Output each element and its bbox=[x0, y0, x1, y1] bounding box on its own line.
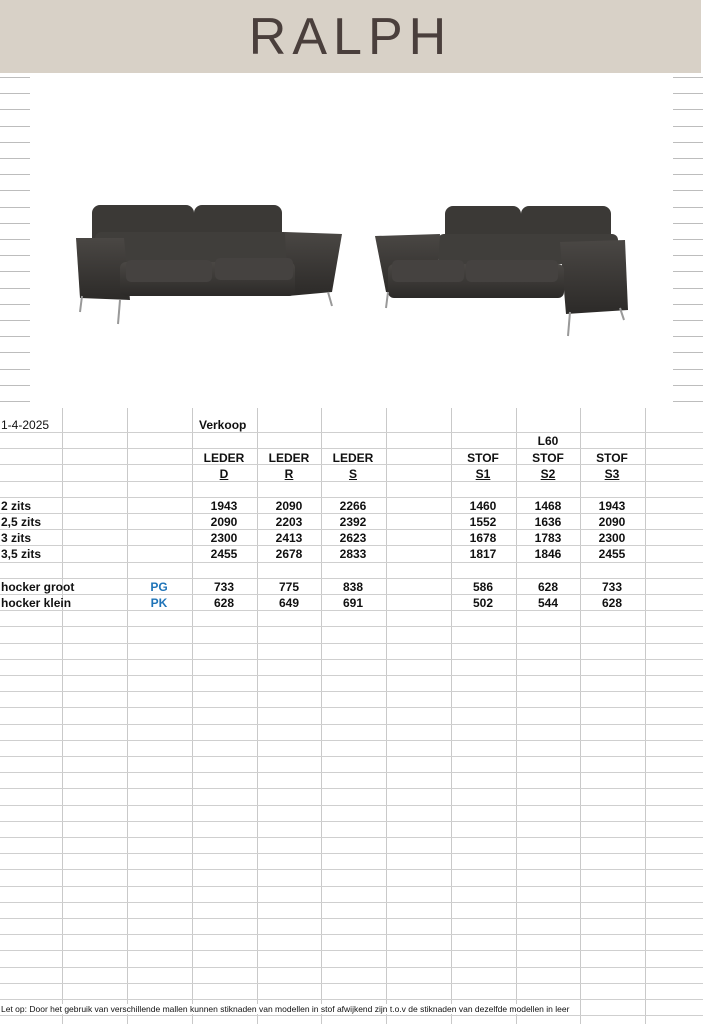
grid-col-line bbox=[386, 408, 387, 1024]
margin-gridline bbox=[673, 288, 703, 289]
col-code: D bbox=[219, 467, 229, 481]
row-code: PG bbox=[150, 580, 168, 594]
grid-row-line bbox=[0, 934, 703, 935]
price-cell: 1783 bbox=[534, 531, 562, 545]
price-sheet bbox=[0, 408, 703, 1024]
grid-row-line bbox=[0, 772, 703, 773]
price-cell: 2413 bbox=[275, 531, 303, 545]
price-cell: 1943 bbox=[210, 499, 238, 513]
col-code: R bbox=[284, 467, 294, 481]
col-type: STOF bbox=[467, 451, 499, 465]
col-type: STOF bbox=[532, 451, 564, 465]
margin-gridline bbox=[0, 369, 30, 370]
margin-gridline bbox=[673, 336, 703, 337]
grid-col-line bbox=[62, 408, 63, 1024]
price-cell: 544 bbox=[537, 596, 559, 610]
grid-col-line bbox=[645, 408, 646, 1024]
margin-gridline bbox=[0, 223, 30, 224]
grid-row-line bbox=[0, 659, 703, 660]
row-label: 3 zits bbox=[1, 531, 32, 545]
price-cell: 649 bbox=[278, 596, 300, 610]
price-cell: 2623 bbox=[339, 531, 367, 545]
grid-row-line bbox=[0, 967, 703, 968]
grid-row-line bbox=[0, 691, 703, 692]
margin-gridline bbox=[0, 158, 30, 159]
grid-row-line bbox=[0, 675, 703, 676]
price-cell: 586 bbox=[472, 580, 494, 594]
grid-row-line bbox=[0, 902, 703, 903]
col-type: LEDER bbox=[203, 451, 245, 465]
margin-gridline bbox=[0, 304, 30, 305]
margin-gridline bbox=[0, 142, 30, 143]
row-label: 2 zits bbox=[1, 499, 32, 513]
price-cell: 691 bbox=[342, 596, 364, 610]
grid-row-line bbox=[0, 724, 703, 725]
margin-gridline bbox=[0, 401, 30, 402]
grid-row-line bbox=[0, 1015, 703, 1016]
col-type: LEDER bbox=[268, 451, 310, 465]
col-code: S bbox=[348, 467, 357, 481]
margin-gridline bbox=[673, 239, 703, 240]
grid-row-line bbox=[0, 821, 703, 822]
margin-gridline bbox=[0, 320, 30, 321]
margin-gridline bbox=[0, 255, 30, 256]
grid-row-line bbox=[0, 707, 703, 708]
col-code: S1 bbox=[475, 467, 491, 481]
price-cell: 2090 bbox=[210, 515, 238, 529]
price-cell: 733 bbox=[213, 580, 235, 594]
price-cell: 733 bbox=[601, 580, 623, 594]
grid-row-line bbox=[0, 869, 703, 870]
price-cell: 2090 bbox=[275, 499, 303, 513]
header-banner bbox=[0, 0, 701, 73]
margin-gridline bbox=[0, 239, 30, 240]
price-cell: 2392 bbox=[339, 515, 367, 529]
margin-gridline bbox=[0, 109, 30, 110]
margin-gridline bbox=[673, 158, 703, 159]
margin-gridline bbox=[0, 352, 30, 353]
margin-gridline bbox=[673, 352, 703, 353]
price-cell: 1468 bbox=[534, 499, 562, 513]
grid-row-line bbox=[0, 853, 703, 854]
row-label: hocker klein bbox=[1, 596, 72, 610]
margin-gridline bbox=[673, 207, 703, 208]
grid-row-line bbox=[0, 740, 703, 741]
grid-row-line bbox=[0, 983, 703, 984]
col-code: S3 bbox=[604, 467, 620, 481]
right-gridline-margin bbox=[673, 73, 703, 408]
margin-gridline bbox=[673, 385, 703, 386]
margin-gridline bbox=[673, 109, 703, 110]
price-cell: 1636 bbox=[534, 515, 562, 529]
brand-title: RALPH bbox=[248, 7, 453, 66]
price-cell: 2300 bbox=[598, 531, 626, 545]
price-cell: 1678 bbox=[469, 531, 497, 545]
grid-row-line bbox=[0, 886, 703, 887]
margin-gridline bbox=[0, 385, 30, 386]
price-cell: 1552 bbox=[469, 515, 497, 529]
margin-gridline bbox=[0, 174, 30, 175]
grid-row-line bbox=[0, 918, 703, 919]
margin-gridline bbox=[673, 401, 703, 402]
sales-label: Verkoop bbox=[199, 418, 247, 432]
grid-row-line bbox=[0, 837, 703, 838]
grid-row-line bbox=[0, 643, 703, 644]
sheet-date: 1-4-2025 bbox=[1, 418, 50, 432]
price-cell: 775 bbox=[278, 580, 300, 594]
grid-row-line bbox=[0, 788, 703, 789]
left-gridline-margin bbox=[0, 73, 30, 408]
grid-row-line bbox=[0, 432, 703, 433]
row-code: PK bbox=[150, 596, 168, 610]
price-cell: 2678 bbox=[275, 547, 303, 561]
sofa-right bbox=[375, 206, 628, 336]
price-cell: 628 bbox=[601, 596, 623, 610]
grid-row-line bbox=[0, 626, 703, 627]
grid-row-line bbox=[0, 950, 703, 951]
price-cell: 2300 bbox=[210, 531, 238, 545]
row-label: 2,5 zits bbox=[1, 515, 42, 529]
margin-gridline bbox=[0, 288, 30, 289]
price-cell: 2455 bbox=[598, 547, 626, 561]
col-type: LEDER bbox=[332, 451, 374, 465]
row-label: hocker groot bbox=[1, 580, 75, 594]
sofa-photo bbox=[40, 150, 670, 360]
sofa-left bbox=[76, 205, 342, 324]
margin-gridline bbox=[0, 271, 30, 272]
price-cell: 2455 bbox=[210, 547, 238, 561]
margin-gridline bbox=[0, 190, 30, 191]
price-cell: 1846 bbox=[534, 547, 562, 561]
margin-gridline bbox=[0, 77, 30, 78]
footnote: Let op: Door het gebruik van verschillende mallen kunnen stiknaden van modellen in stof afwijkend zijn t.o.v de stiknaden van dezelfde modellen in leer bbox=[1, 1004, 570, 1014]
row-label: 3,5 zits bbox=[1, 547, 42, 561]
price-cell: 838 bbox=[342, 580, 364, 594]
price-cell: 1943 bbox=[598, 499, 626, 513]
margin-gridline bbox=[673, 174, 703, 175]
l60-label: L60 bbox=[537, 434, 559, 448]
col-type: STOF bbox=[596, 451, 628, 465]
price-cell: 2833 bbox=[339, 547, 367, 561]
price-cell: 502 bbox=[472, 596, 494, 610]
price-cell: 1460 bbox=[469, 499, 497, 513]
margin-gridline bbox=[673, 271, 703, 272]
grid-row-line bbox=[0, 999, 703, 1000]
margin-gridline bbox=[0, 126, 30, 127]
price-cell: 628 bbox=[537, 580, 559, 594]
margin-gridline bbox=[673, 304, 703, 305]
margin-gridline bbox=[673, 190, 703, 191]
margin-gridline bbox=[673, 369, 703, 370]
margin-gridline bbox=[673, 255, 703, 256]
price-cell: 1817 bbox=[469, 547, 497, 561]
grid-row-line bbox=[0, 756, 703, 757]
col-code: S2 bbox=[540, 467, 556, 481]
margin-gridline bbox=[673, 93, 703, 94]
margin-gridline bbox=[673, 320, 703, 321]
margin-gridline bbox=[673, 223, 703, 224]
price-cell: 2203 bbox=[275, 515, 303, 529]
margin-gridline bbox=[673, 126, 703, 127]
margin-gridline bbox=[673, 77, 703, 78]
grid-col-line bbox=[127, 408, 128, 1024]
margin-gridline bbox=[673, 142, 703, 143]
price-cell: 2266 bbox=[339, 499, 367, 513]
margin-gridline bbox=[0, 207, 30, 208]
margin-gridline bbox=[0, 93, 30, 94]
price-cell: 628 bbox=[213, 596, 235, 610]
grid-row-line bbox=[0, 805, 703, 806]
price-cell: 2090 bbox=[598, 515, 626, 529]
margin-gridline bbox=[0, 336, 30, 337]
